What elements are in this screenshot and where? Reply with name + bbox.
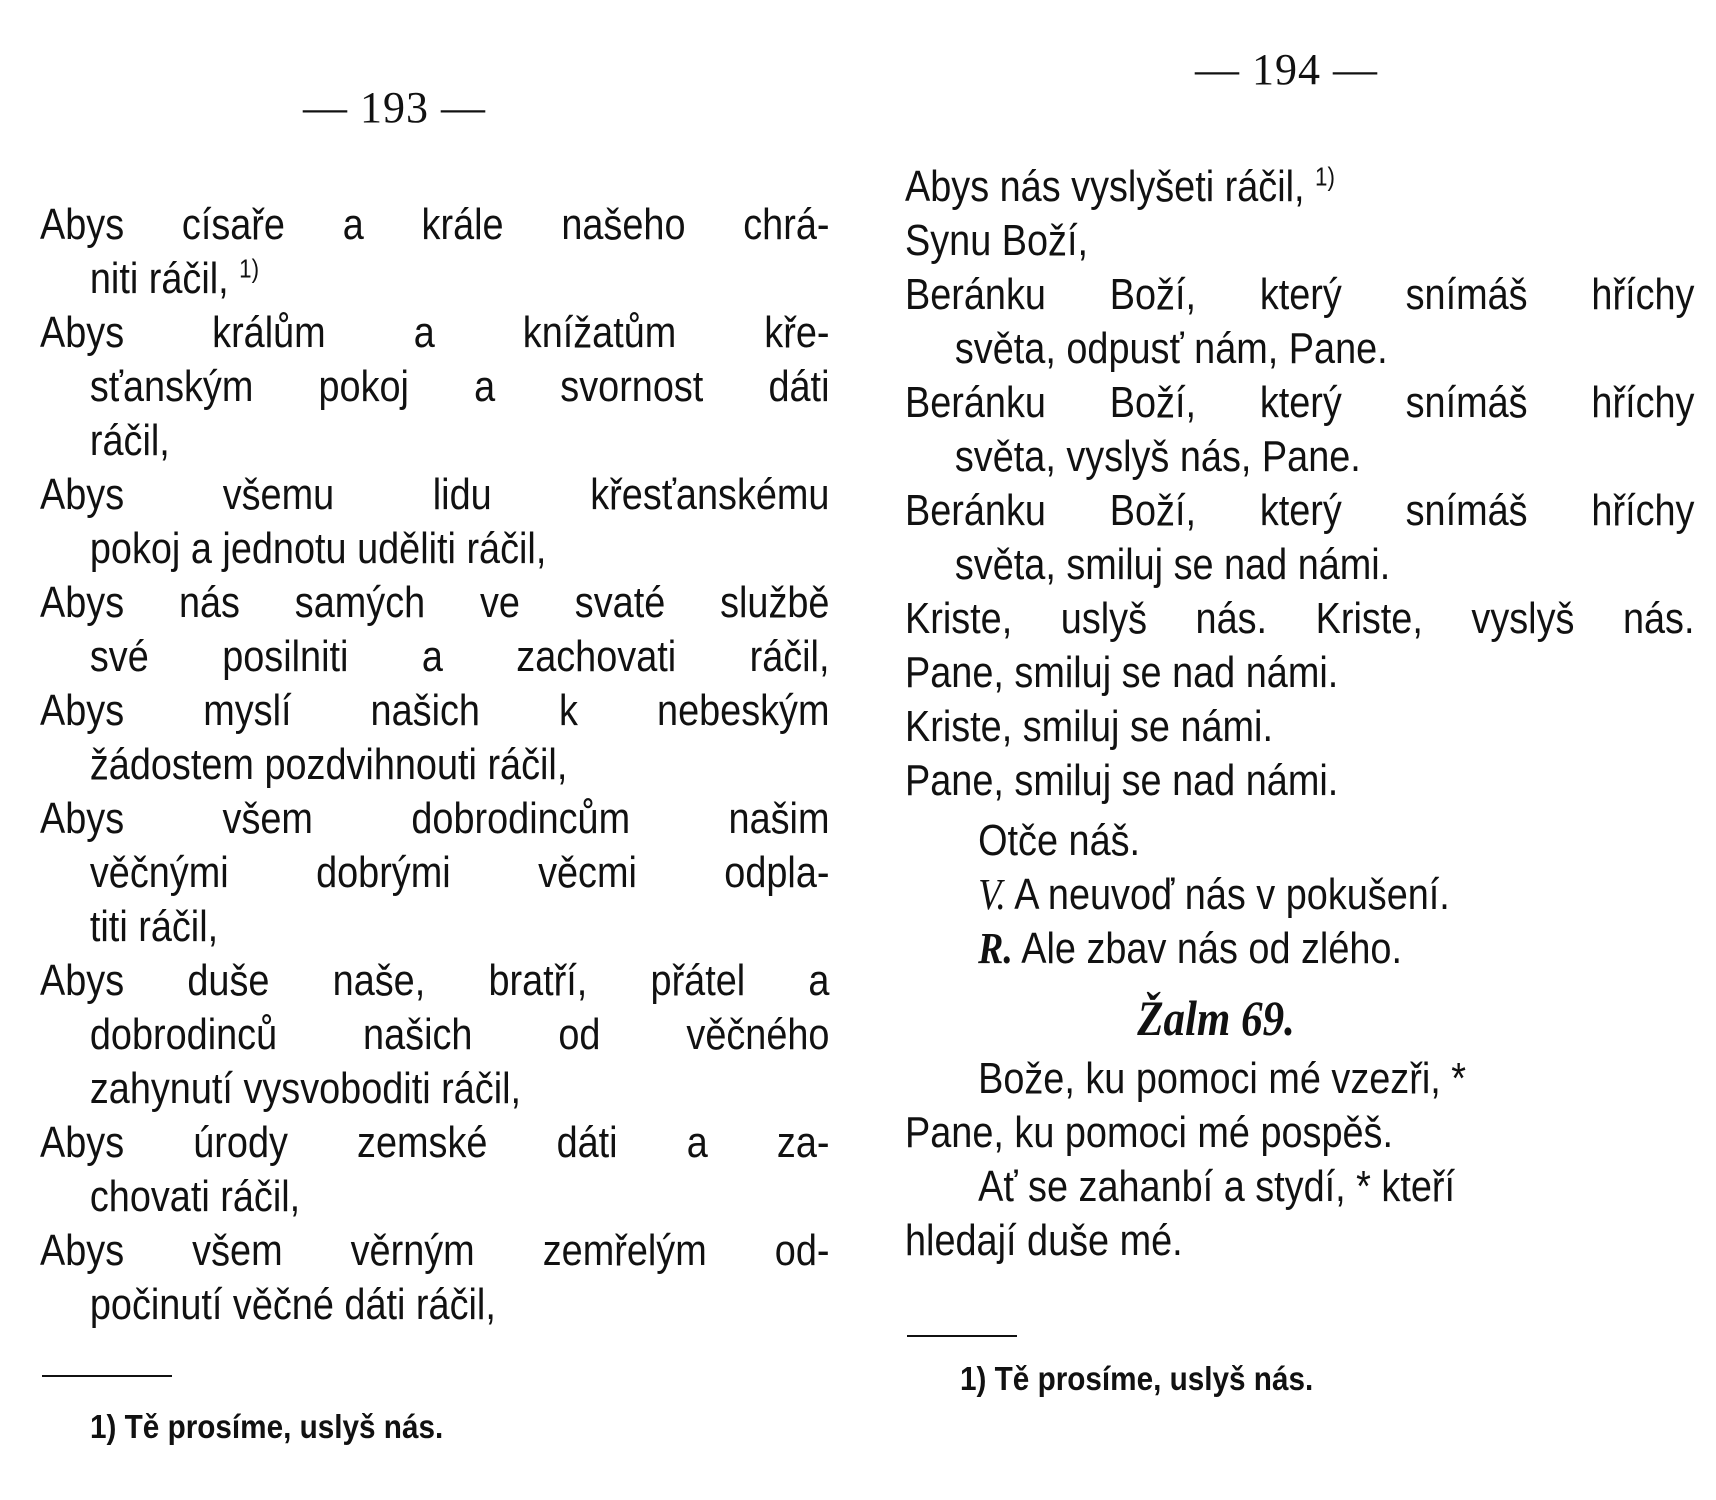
versicle-line: V. A neuvoď nás v pokušení. (978, 870, 1450, 919)
text-line: počinutí věčné dáti ráčil, (89, 1280, 496, 1329)
response-line: R. Ale zbav nás od zlého. (978, 924, 1402, 973)
text-line: Abys duše naše, bratří, přátel a (40, 956, 830, 1005)
text-line: Abys úrody zemské dáti a za- (40, 1118, 830, 1167)
text-line: Abys myslí našich k nebeským (40, 686, 830, 735)
text-line: dobrodinců našich od věčného (89, 1010, 830, 1059)
page-number: — 193 — (303, 83, 486, 132)
footnote-divider (907, 1335, 1017, 1337)
text-line: Abys všemu lidu křesťanskému (40, 470, 830, 519)
text-line: sťanským pokoj a svornost dáti (89, 362, 830, 411)
text-line: světa, odpusť nám, Pane. (954, 324, 1388, 373)
page-number: — 194 — (1195, 45, 1378, 94)
psalm-line: Pane, ku pomoci mé pospěš. (905, 1108, 1393, 1157)
text-line: světa, vyslyš nás, Pane. (954, 432, 1361, 481)
footnote-marker: 1) (239, 253, 260, 284)
text-line: Abys nás vyslyšeti ráčil, $^{1)}$ (905, 161, 1335, 211)
text-line: věčnými dobrými věcmi odpla- (89, 848, 830, 897)
psalm-line: hledají duše mé. (905, 1216, 1183, 1265)
psalm-line: Ať se zahanbí a stydí, * kteří (978, 1162, 1456, 1211)
litany-text (905, 160, 1694, 1268)
text-line: Beránku Boží, který snímáš hříchy (905, 270, 1695, 319)
text-line: niti ráčil, $^{1)}$ (89, 253, 260, 303)
text-line: Kriste, uslyš nás. Kriste, vyslyš nás. (905, 594, 1695, 643)
text-line: Abys všem dobrodincům našim (40, 794, 830, 843)
text-line: titi ráčil, (89, 902, 219, 951)
psalm-line: Bože, ku pomoci mé vzezři, * (978, 1054, 1467, 1103)
text-line: Abys všem věrným zemřelým od- (40, 1226, 830, 1275)
footnote: 1) Tě prosíme, uslyš nás. (90, 1408, 444, 1445)
text-line: ráčil, (89, 416, 170, 465)
text-line: Abys císaře a krále našeho chrá- (40, 200, 830, 249)
text-line: chovati ráčil, (89, 1172, 301, 1221)
footnote-marker: 1) (1315, 161, 1335, 192)
text-line: světa, smiluj se nad námi. (954, 540, 1391, 589)
versicle-mark: V. (978, 870, 1006, 919)
text-line: Pane, smiluj se nad námi. (905, 756, 1339, 805)
text-line: Synu Boží, (905, 216, 1088, 265)
text-line: pokoj a jednotu uděliti ráčil, (89, 524, 547, 573)
litany-text (40, 198, 829, 1332)
response-mark: R. (978, 924, 1013, 973)
text-line: Kriste, smiluj se námi. (905, 702, 1273, 751)
text-line: žádostem pozdvihnouti ráčil, (89, 740, 568, 789)
text-line: Beránku Boží, který snímáš hříchy (905, 378, 1695, 427)
text-line: Beránku Boží, který snímáš hříchy (905, 486, 1695, 535)
text-line: zahynutí vysvoboditi ráčil, (89, 1064, 522, 1113)
text-line: Abys králům a knížatům kře- (40, 308, 830, 357)
footnote-divider (42, 1375, 172, 1377)
footnote: 1) Tě prosíme, uslyš nás. (960, 1360, 1314, 1397)
text-line: své posilniti a zachovati ráčil, (89, 632, 830, 681)
text-line: Pane, smiluj se nad námi. (905, 648, 1339, 697)
pater-noster-line: Otče náš. (978, 816, 1141, 865)
psalm-title: Žalm 69. (1137, 990, 1295, 1046)
text-line: Abys nás samých ve svaté službě (40, 578, 830, 627)
